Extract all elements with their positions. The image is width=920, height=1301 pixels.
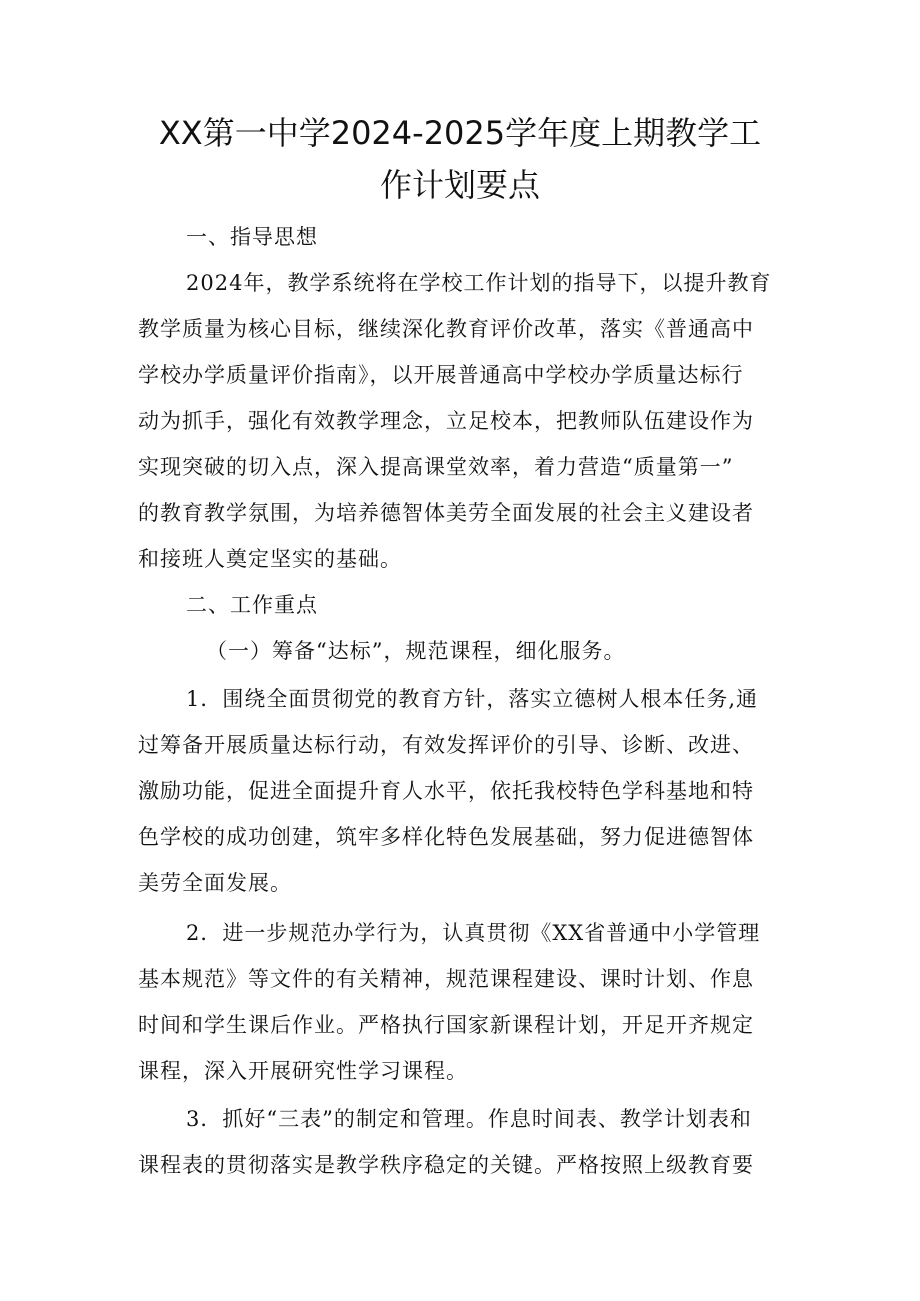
paragraph-line: 时间和学生课后作业。严格执行国家新课程计划，开足开齐规定 bbox=[138, 1013, 754, 1037]
paragraph-line: 动为抓手，强化有效教学理念，立足校本，把教师队伍建设作为 bbox=[138, 409, 754, 433]
paragraph-line: 基本规范》等文件的有关精神，规范课程建设、课时计划、作息 bbox=[138, 967, 754, 991]
paragraph-line: 学校办学质量评价指南》，以开展普通高中学校办学质量达标行 bbox=[138, 363, 744, 387]
section-heading-guiding-ideology: 一、指导思想 bbox=[186, 225, 318, 249]
paragraph-line: 和接班人奠定坚实的基础。 bbox=[138, 547, 402, 571]
paragraph-line: 2024年，教学系统将在学校工作计划的指导下，以提升教育 bbox=[186, 271, 772, 295]
paragraph-line: 教学质量为核心目标，继续深化教育评价改革，落实《普通高中 bbox=[138, 317, 754, 341]
paragraph-line: 课程表的贯彻落实是教学秩序稳定的关键。严格按照上级教育要 bbox=[138, 1153, 754, 1177]
paragraph-line: 1．围绕全面贯彻党的教育方针，落实立德树人根本任务,通 bbox=[186, 687, 759, 711]
section-heading-work-focus: 二、工作重点 bbox=[186, 593, 318, 617]
subsection-heading: （一）筹备“达标”，规范课程，细化服务。 bbox=[206, 639, 626, 663]
paragraph-line: 美劳全面发展。 bbox=[138, 871, 292, 895]
paragraph-line: 3．抓好“三表”的制定和管理。作息时间表、教学计划表和 bbox=[186, 1107, 752, 1131]
paragraph-line: 激励功能，促进全面提升育人水平，依托我校特色学科基地和特 bbox=[138, 779, 754, 803]
document-title-line-1: XX第一中学2024-2025学年度上期教学工 bbox=[158, 114, 762, 152]
document-title-line-2: 作计划要点 bbox=[379, 166, 540, 204]
paragraph-line: 过筹备开展质量达标行动，有效发挥评价的引导、诊断、改进、 bbox=[138, 733, 754, 757]
paragraph-line: 2．进一步规范办学行为，认真贯彻《XX省普通中小学管理 bbox=[186, 921, 761, 945]
paragraph-line: 色学校的成功创建，筑牢多样化特色发展基础，努力促进德智体 bbox=[138, 825, 754, 849]
paragraph-line: 实现突破的切入点，深入提高课堂效率，着力营造“质量第一” bbox=[138, 455, 734, 479]
paragraph-line: 课程，深入开展研究性学习课程。 bbox=[138, 1059, 468, 1083]
paragraph-line: 的教育教学氛围，为培养德智体美劳全面发展的社会主义建设者 bbox=[138, 501, 754, 525]
